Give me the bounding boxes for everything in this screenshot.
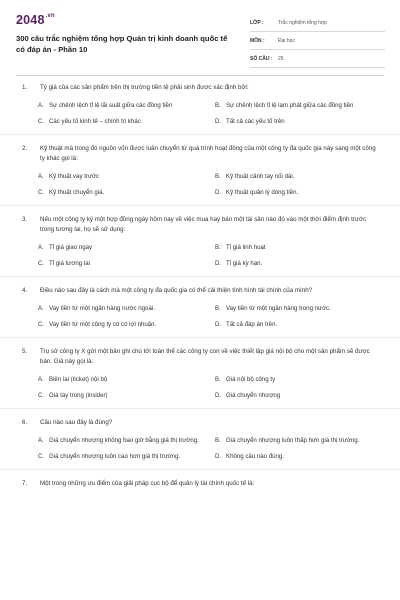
question-number: 6. bbox=[22, 419, 28, 426]
answer-option[interactable] bbox=[38, 241, 205, 254]
document-meta bbox=[250, 14, 385, 68]
option-text: Giá chuyển nhượng luôn thấp hơn giá thị trường. bbox=[226, 436, 360, 444]
logo-suffix: .vn bbox=[45, 13, 55, 19]
question-stem bbox=[22, 347, 382, 367]
question-text: Điều nào sau đây là cách mà một công ty đa quốc gia có thể cải thiện tình hình tài chính của mình? bbox=[40, 287, 313, 294]
question-stem bbox=[22, 83, 382, 93]
option-text: Giá tay trong (insider) bbox=[49, 391, 108, 399]
question-number: 5. bbox=[22, 348, 28, 355]
question-stem bbox=[22, 418, 382, 428]
question-item bbox=[0, 347, 400, 409]
option-letter: B. bbox=[215, 101, 221, 109]
answer-option[interactable] bbox=[38, 115, 205, 128]
meta-key: MÔN : bbox=[250, 37, 265, 44]
question-number: 7. bbox=[22, 480, 28, 487]
option-letter: C. bbox=[38, 259, 45, 267]
option-letter: A. bbox=[38, 375, 44, 383]
option-text: Tất cả đáp án trên. bbox=[226, 320, 278, 328]
answer-option[interactable] bbox=[38, 318, 205, 331]
option-text: Các yếu tố kinh tế – chính trị khác bbox=[49, 117, 141, 125]
answer-options bbox=[22, 434, 382, 463]
option-letter: A. bbox=[38, 436, 44, 444]
option-letter: D. bbox=[215, 188, 222, 196]
option-text: Tỉ giá kỳ hạn. bbox=[226, 259, 263, 267]
option-letter: C. bbox=[38, 320, 45, 328]
page-bottom-fade bbox=[0, 590, 400, 600]
question-item bbox=[0, 479, 400, 495]
option-letter: A. bbox=[38, 101, 44, 109]
option-text: Kỹ thuật quản lý dòng tiền. bbox=[226, 188, 299, 196]
site-logo[interactable] bbox=[16, 13, 55, 27]
option-letter: C. bbox=[38, 452, 45, 460]
answer-option[interactable] bbox=[38, 186, 205, 199]
question-item bbox=[0, 286, 400, 338]
answer-option[interactable] bbox=[38, 389, 205, 402]
option-text: Giá chuyển nhượng bbox=[226, 391, 281, 399]
question-list bbox=[0, 83, 400, 504]
meta-key: LỚP : bbox=[250, 19, 264, 26]
question-number: 4. bbox=[22, 287, 28, 294]
answer-option[interactable] bbox=[215, 450, 382, 463]
option-text: Tất cả các yếu tố trên bbox=[226, 117, 285, 125]
answer-option[interactable] bbox=[215, 115, 382, 128]
question-stem bbox=[22, 144, 382, 164]
question-item bbox=[0, 144, 400, 206]
option-text: Vay tiền từ một ngân hàng trong nước. bbox=[226, 304, 331, 312]
option-letter: A. bbox=[38, 304, 44, 312]
answer-options bbox=[22, 241, 382, 270]
option-text: Kỹ thuật cảnh tay nối dài. bbox=[226, 172, 295, 180]
option-letter: D. bbox=[215, 452, 222, 460]
option-text: Tỉ giá linh hoạt bbox=[226, 243, 266, 251]
option-text: Sự chênh lệch tỉ lệ lãi suất giữa các đồng tiền bbox=[49, 101, 173, 109]
answer-option[interactable] bbox=[38, 170, 205, 183]
meta-value: Đại học bbox=[278, 37, 295, 44]
answer-option[interactable] bbox=[215, 373, 382, 386]
meta-row bbox=[250, 14, 385, 32]
answer-options bbox=[22, 302, 382, 331]
logo-text: 2048 bbox=[16, 13, 45, 27]
answer-option[interactable] bbox=[38, 99, 205, 112]
document-header bbox=[0, 0, 400, 70]
answer-option[interactable] bbox=[215, 170, 382, 183]
option-letter: D. bbox=[215, 320, 222, 328]
question-number: 2. bbox=[22, 145, 28, 152]
question-text: Một trong những ưu điểm của giải pháp cục bộ để quản lý tài chính quốc tế là: bbox=[40, 480, 255, 487]
answer-option[interactable] bbox=[38, 434, 205, 447]
answer-option[interactable] bbox=[215, 318, 382, 331]
answer-option[interactable] bbox=[38, 450, 205, 463]
answer-option[interactable] bbox=[215, 302, 382, 315]
meta-value: 25 bbox=[278, 55, 284, 62]
question-text: Nếu một công ty ký một hợp đồng ngày hôm nay về việc mua hay bán một tài sản nào đó vào một thời điểm định trước trong tương lai, họ sẽ sử dụng: bbox=[40, 216, 367, 233]
answer-option[interactable] bbox=[215, 389, 382, 402]
question-item bbox=[0, 418, 400, 470]
option-letter: B. bbox=[215, 304, 221, 312]
question-stem bbox=[22, 479, 382, 489]
answer-options bbox=[22, 373, 382, 402]
answer-options bbox=[22, 99, 382, 128]
option-text: Giá nội bộ công ty bbox=[226, 375, 276, 383]
meta-key: SỐ CÂU : bbox=[250, 55, 273, 62]
question-text: Câu nào sau đây là đúng? bbox=[40, 419, 113, 426]
meta-value: Trắc nghiệm tổng hợp bbox=[278, 19, 327, 26]
answer-option[interactable] bbox=[215, 434, 382, 447]
option-text: Sự chênh lệch tỉ lệ lạm phát giữa các đồng tiền bbox=[226, 101, 354, 109]
answer-option[interactable] bbox=[38, 373, 205, 386]
option-letter: D. bbox=[215, 259, 222, 267]
answer-options bbox=[22, 170, 382, 199]
option-letter: C. bbox=[38, 188, 45, 196]
option-letter: B. bbox=[215, 375, 221, 383]
option-text: Vay tiền từ một công ty có có lợi nhuận. bbox=[49, 320, 157, 328]
question-text: Kỹ thuật mà trong đó nguồn vốn được luân chuyển từ quá trình hoạt động của một công ty đa quốc gia này sang một công ty khác gọi là: bbox=[40, 145, 376, 162]
answer-option[interactable] bbox=[38, 257, 205, 270]
option-text: Giá chuyển nhượng không bao giờ bằng giá thị trường. bbox=[49, 436, 199, 444]
question-stem bbox=[22, 215, 382, 235]
answer-option[interactable] bbox=[215, 241, 382, 254]
header-divider bbox=[16, 75, 384, 76]
option-text: Tỉ giá giao ngay bbox=[49, 243, 93, 251]
option-text: Biên lai (ticket) nội bộ bbox=[49, 375, 108, 383]
answer-option[interactable] bbox=[38, 302, 205, 315]
option-text: Không câu nào đúng. bbox=[226, 452, 284, 460]
answer-option[interactable] bbox=[215, 257, 382, 270]
question-stem bbox=[22, 286, 382, 296]
question-number: 1. bbox=[22, 84, 28, 91]
question-text: Trụ sở công ty X gửi một bản ghi chú tới toàn thể các công ty con về việc thiết lập giá nội bộ cho một sản phẩm sẽ được bán. Giá này gọi là: bbox=[40, 348, 370, 365]
option-letter: B. bbox=[215, 172, 221, 180]
meta-row bbox=[250, 50, 385, 68]
option-letter: C. bbox=[38, 391, 45, 399]
option-letter: A. bbox=[38, 172, 44, 180]
question-item bbox=[0, 83, 400, 135]
option-letter: A. bbox=[38, 243, 44, 251]
option-text: Kỹ thuật vay trước bbox=[49, 172, 100, 180]
option-letter: C. bbox=[38, 117, 45, 125]
answer-option[interactable] bbox=[215, 186, 382, 199]
question-item bbox=[0, 215, 400, 277]
option-letter: B. bbox=[215, 243, 221, 251]
option-text: Tỉ giá tương lai bbox=[49, 259, 90, 267]
option-text: Kỹ thuật chuyển giá. bbox=[49, 188, 105, 196]
document-title: 300 câu trắc nghiệm tổng hợp Quản trị kinh doanh quốc tế có đáp án - Phần 10 bbox=[16, 34, 228, 54]
option-text: Vay tiền từ một ngân hàng nước ngoài. bbox=[49, 304, 155, 312]
option-letter: B. bbox=[215, 436, 221, 444]
option-letter: D. bbox=[215, 117, 222, 125]
option-letter: D. bbox=[215, 391, 222, 399]
option-text: Giá chuyển nhượng luôn cao hơn giá thị trường. bbox=[49, 452, 181, 460]
question-text: Tỷ giá của các sản phẩm trên thị trường tiền tệ phải sinh được xác định bởi: bbox=[40, 84, 249, 91]
meta-row bbox=[250, 32, 385, 50]
answer-option[interactable] bbox=[215, 99, 382, 112]
question-number: 3. bbox=[22, 216, 28, 223]
